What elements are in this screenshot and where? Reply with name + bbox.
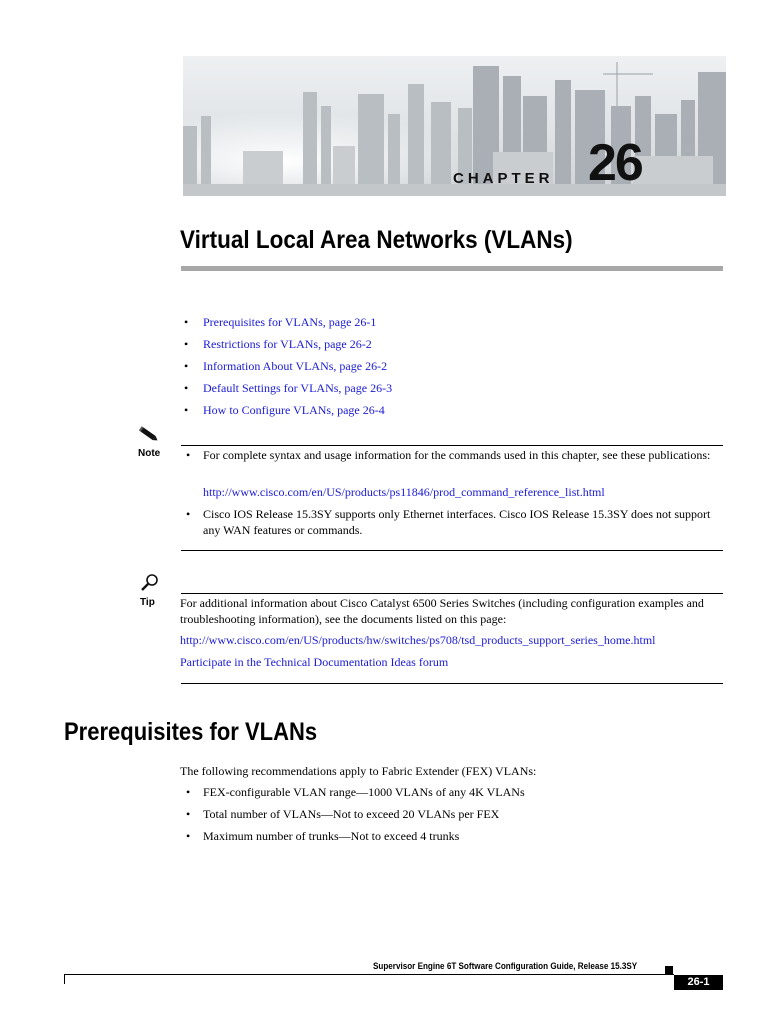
note-top-rule [181, 445, 723, 446]
page-title: Virtual Local Area Networks (VLANs) [180, 226, 573, 254]
toc-link-prerequisites[interactable]: Prerequisites for VLANs, page 26-1 [203, 315, 377, 329]
note-item-1-text: For complete syntax and usage information for the commands used in this chapter, see these publications: [203, 448, 711, 462]
bullet-icon: • [184, 315, 189, 329]
footer-rule [64, 974, 674, 975]
section-bullet-1: FEX-configurable VLAN range—1000 VLANs of any 4K VLANs [203, 785, 525, 799]
bullet-icon: • [184, 337, 189, 351]
tip-bottom-rule [181, 683, 723, 684]
section-heading: Prerequisites for VLANs [64, 718, 318, 746]
tip-support-series-link[interactable]: http://www.cisco.com/en/US/products/hw/switches/ps708/tsd_products_support_series_home.html [180, 633, 656, 647]
tip-magnifier-icon [138, 573, 162, 598]
section-bullet-1-dot: • [186, 785, 191, 799]
toc-item [186, 403, 385, 417]
footer-guide-title: Supervisor Engine 6T Software Configuration Guide, Release 15.3SY [373, 961, 638, 971]
bullet-icon: • [184, 403, 189, 417]
tip-top-rule [181, 593, 723, 594]
note-label: Note [138, 448, 161, 459]
title-underline [181, 266, 723, 271]
bullet-icon: • [184, 359, 189, 373]
toc-item [186, 381, 392, 395]
section-bullet-2-dot: • [186, 807, 191, 821]
toc-link-information[interactable]: Information About VLANs, page 26-2 [203, 359, 388, 373]
toc-item [186, 337, 372, 351]
note-bullet-2: • [186, 507, 191, 521]
note-bottom-rule [181, 550, 723, 551]
bullet-icon: • [184, 381, 189, 395]
footer-left-tick [64, 974, 65, 984]
note-pencil-icon [138, 426, 160, 449]
toc-link-restrictions[interactable]: Restrictions for VLANs, page 26-2 [203, 337, 372, 351]
tip-text: For additional information about Cisco Catalyst 6500 Series Switches (including configuration examples and troubleshooting information), see the documents listed on this page: [180, 596, 704, 626]
chapter-label: CHAPTER [453, 170, 554, 187]
note-item-2-text: Cisco IOS Release 15.3SY supports only Ethernet interfaces. Cisco IOS Release 15.3SY does not support any WAN features or commands. [203, 507, 711, 537]
note-bullet-1: • [186, 448, 191, 462]
tip-label: Tip [140, 597, 155, 608]
toc-link-default-settings[interactable]: Default Settings for VLANs, page 26-3 [203, 381, 393, 395]
footer-page-number: 26-1 [674, 975, 723, 990]
note-command-reference-link[interactable]: http://www.cisco.com/en/US/products/ps11846/prod_command_reference_list.html [203, 485, 605, 499]
section-bullet-2: Total number of VLANs—Not to exceed 20 VLANs per FEX [203, 807, 500, 821]
toc-item [186, 359, 387, 373]
toc-link-how-to-configure[interactable]: How to Configure VLANs, page 26-4 [203, 403, 385, 417]
section-bullet-3-dot: • [186, 829, 191, 843]
footer-marker [665, 966, 673, 974]
tip-ideas-forum-link[interactable]: Participate in the Technical Documentation Ideas forum [180, 655, 449, 669]
section-intro: The following recommendations apply to Fabric Extender (FEX) VLANs: [180, 764, 537, 778]
chapter-number: 26 [588, 134, 642, 192]
toc-item [186, 315, 376, 329]
section-bullet-3: Maximum number of trunks—Not to exceed 4 trunks [203, 829, 460, 843]
